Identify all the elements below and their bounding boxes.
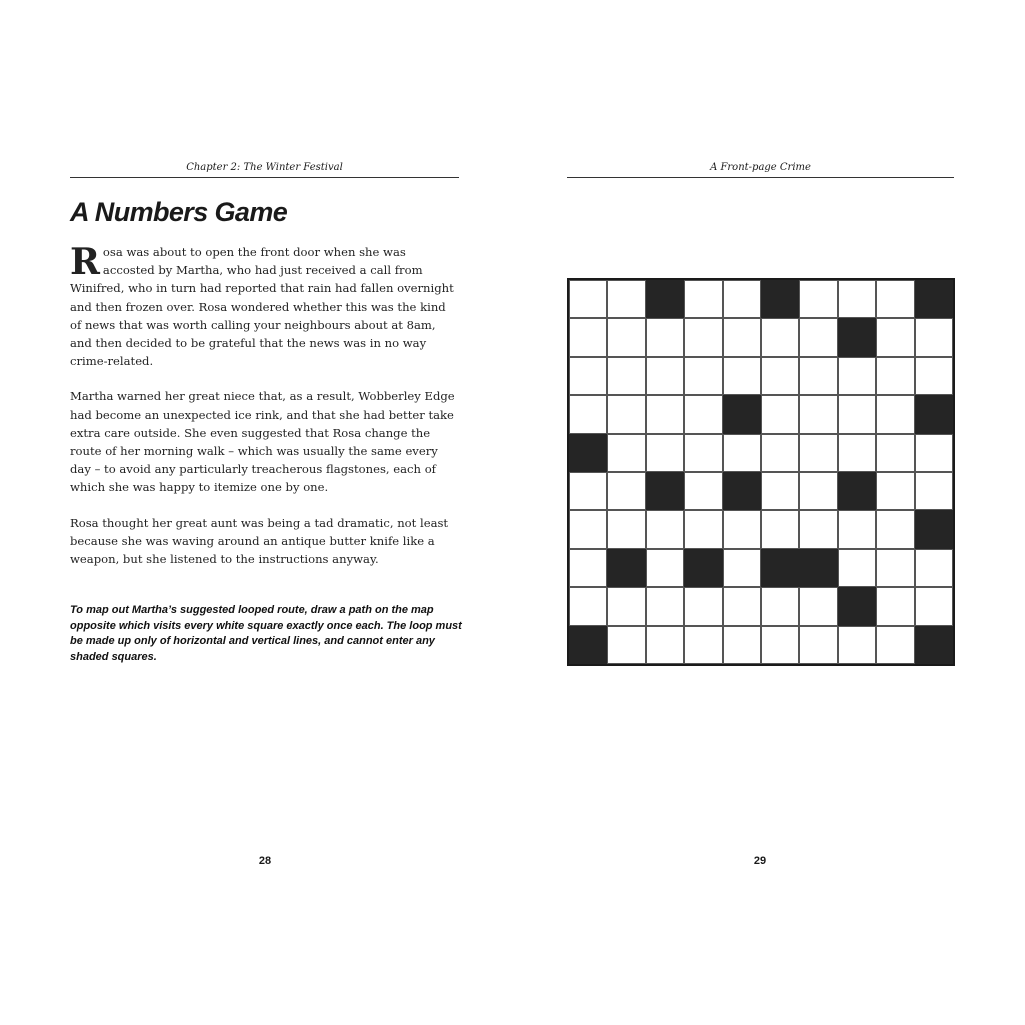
grid-cell-white[interactable] (607, 510, 645, 548)
grid-cell-white[interactable] (761, 395, 799, 433)
grid-cell-white[interactable] (723, 318, 761, 356)
grid-cell-white[interactable] (607, 587, 645, 625)
grid-cell-white[interactable] (838, 626, 876, 664)
grid-cell-white[interactable] (569, 587, 607, 625)
grid-cell-white[interactable] (915, 472, 953, 510)
story-text (70, 243, 460, 585)
grid-cell-white[interactable] (646, 510, 684, 548)
grid-cell-shaded (761, 280, 799, 318)
grid-cell-shaded (569, 626, 607, 664)
grid-cell-white[interactable] (876, 318, 914, 356)
grid-cell-shaded (607, 549, 645, 587)
grid-cell-white[interactable] (684, 434, 722, 472)
grid-cell-white[interactable] (876, 434, 914, 472)
grid-cell-white[interactable] (799, 626, 837, 664)
grid-cell-white[interactable] (569, 549, 607, 587)
grid-cell-white[interactable] (646, 549, 684, 587)
grid-cell-white[interactable] (684, 318, 722, 356)
grid-cell-white[interactable] (915, 318, 953, 356)
grid-cell-white[interactable] (646, 626, 684, 664)
grid-cell-shaded (723, 472, 761, 510)
grid-cell-white[interactable] (684, 472, 722, 510)
puzzle-instructions: To map out Martha’s suggested looped route, draw a path on the map opposite which visits every white square exactly once each. The loop must be made up only of horizontal and vertical lines, and cannot enter any shaded squares. (70, 604, 462, 663)
grid-cell-white[interactable] (723, 510, 761, 548)
paragraph-2: Martha warned her great niece that, as a result, Wobberley Edge had become an unexpected ice rink, and that she had better take extra care outside. She even suggested that Rosa change the route of her morning walk – which was usually the same every day – to avoid any particularly treacherous flagstones, each of which she was happy to itemize one by one. (70, 389, 455, 495)
grid-cell-white[interactable] (876, 510, 914, 548)
grid-cell-white[interactable] (799, 357, 837, 395)
grid-cell-white[interactable] (684, 510, 722, 548)
drop-cap: R (70, 241, 100, 283)
grid-cell-white[interactable] (876, 395, 914, 433)
grid-cell-white[interactable] (838, 357, 876, 395)
grid-cell-white[interactable] (876, 472, 914, 510)
grid-cell-shaded (646, 472, 684, 510)
grid-cell-white[interactable] (646, 434, 684, 472)
grid-cell-white[interactable] (723, 280, 761, 318)
grid-cell-white[interactable] (799, 510, 837, 548)
grid-cell-white[interactable] (838, 434, 876, 472)
grid-cell-white[interactable] (569, 510, 607, 548)
grid-cell-white[interactable] (607, 472, 645, 510)
grid-cell-shaded (761, 549, 799, 587)
puzzle-grid[interactable] (567, 278, 955, 666)
grid-cell-white[interactable] (607, 395, 645, 433)
paragraph-1 (70, 243, 460, 370)
grid-cell-white[interactable] (723, 626, 761, 664)
grid-cell-shaded (838, 472, 876, 510)
grid-cell-white[interactable] (646, 318, 684, 356)
grid-cell-white[interactable] (761, 587, 799, 625)
grid-cell-white[interactable] (569, 318, 607, 356)
grid-cell-white[interactable] (723, 434, 761, 472)
grid-cell-white[interactable] (569, 395, 607, 433)
grid-cell-white[interactable] (684, 280, 722, 318)
running-head-right: A Front-page Crime (567, 161, 954, 178)
grid-cell-white[interactable] (761, 626, 799, 664)
grid-cell-shaded (684, 549, 722, 587)
grid-cell-white[interactable] (838, 280, 876, 318)
grid-cell-white[interactable] (876, 549, 914, 587)
grid-cell-shaded (799, 549, 837, 587)
grid-cell-white[interactable] (607, 357, 645, 395)
grid-cell-shaded (838, 318, 876, 356)
grid-cell-white[interactable] (761, 357, 799, 395)
page-number-right: 29 (753, 855, 767, 867)
grid-cell-shaded (646, 280, 684, 318)
grid-cell-white[interactable] (876, 280, 914, 318)
grid-cell-shaded (838, 587, 876, 625)
grid-cell-white[interactable] (569, 280, 607, 318)
grid-cell-white[interactable] (799, 280, 837, 318)
grid-cell-shaded (915, 510, 953, 548)
grid-cell-white[interactable] (569, 357, 607, 395)
grid-cell-white[interactable] (723, 357, 761, 395)
grid-cell-shaded (915, 626, 953, 664)
grid-cell-white[interactable] (646, 587, 684, 625)
running-head-left: Chapter 2: The Winter Festival (70, 161, 459, 178)
page-number-left: 28 (258, 855, 272, 867)
grid-cell-white[interactable] (915, 549, 953, 587)
grid-cell-white[interactable] (607, 318, 645, 356)
grid-cell-white[interactable] (915, 587, 953, 625)
grid-cell-white[interactable] (915, 357, 953, 395)
grid-cell-white[interactable] (684, 587, 722, 625)
grid-cell-white[interactable] (799, 434, 837, 472)
grid-cell-white[interactable] (684, 357, 722, 395)
grid-cell-white[interactable] (876, 626, 914, 664)
grid-cell-white[interactable] (684, 626, 722, 664)
grid-cell-white[interactable] (799, 318, 837, 356)
grid-cell-white[interactable] (723, 549, 761, 587)
grid-cell-white[interactable] (838, 510, 876, 548)
grid-cell-white[interactable] (915, 434, 953, 472)
grid-cell-shaded (569, 434, 607, 472)
grid-cell-white[interactable] (684, 395, 722, 433)
grid-cell-white[interactable] (761, 318, 799, 356)
grid-cell-white[interactable] (761, 510, 799, 548)
paragraph-1-text: osa was about to open the front door when she was accosted by Martha, who had just received a call from Winifred, who in turn had reported that rain had fallen overnight and then frozen over. Rosa wondered whether this was the kind of news that was worth calling your neighbours about at 8am, and then decided to be grateful that the news was in no way crime-related. (70, 245, 454, 369)
grid-cell-white[interactable] (838, 549, 876, 587)
grid-cell-shaded (915, 395, 953, 433)
grid-cell-white[interactable] (607, 626, 645, 664)
grid-cell-white[interactable] (646, 357, 684, 395)
grid-cell-white[interactable] (838, 395, 876, 433)
grid-cell-white[interactable] (607, 434, 645, 472)
grid-cell-white[interactable] (723, 587, 761, 625)
grid-cell-white[interactable] (876, 587, 914, 625)
grid-cell-white[interactable] (761, 434, 799, 472)
grid-cell-white[interactable] (646, 395, 684, 433)
grid-cell-white[interactable] (799, 395, 837, 433)
grid-cell-white[interactable] (607, 280, 645, 318)
left-page (0, 0, 500, 1025)
grid-cell-white[interactable] (569, 472, 607, 510)
paragraph-3: Rosa thought her great aunt was being a tad dramatic, not least because she was waving around an antique butter knife like a weapon, but she listened to the instructions anyway. (70, 515, 449, 567)
grid-cell-white[interactable] (799, 587, 837, 625)
chapter-title: A Numbers Game (70, 197, 288, 227)
grid-cell-white[interactable] (761, 472, 799, 510)
grid-cell-white[interactable] (799, 472, 837, 510)
grid-cell-shaded (915, 280, 953, 318)
grid-cell-white[interactable] (876, 357, 914, 395)
grid-cell-shaded (723, 395, 761, 433)
right-page (512, 0, 1012, 1025)
